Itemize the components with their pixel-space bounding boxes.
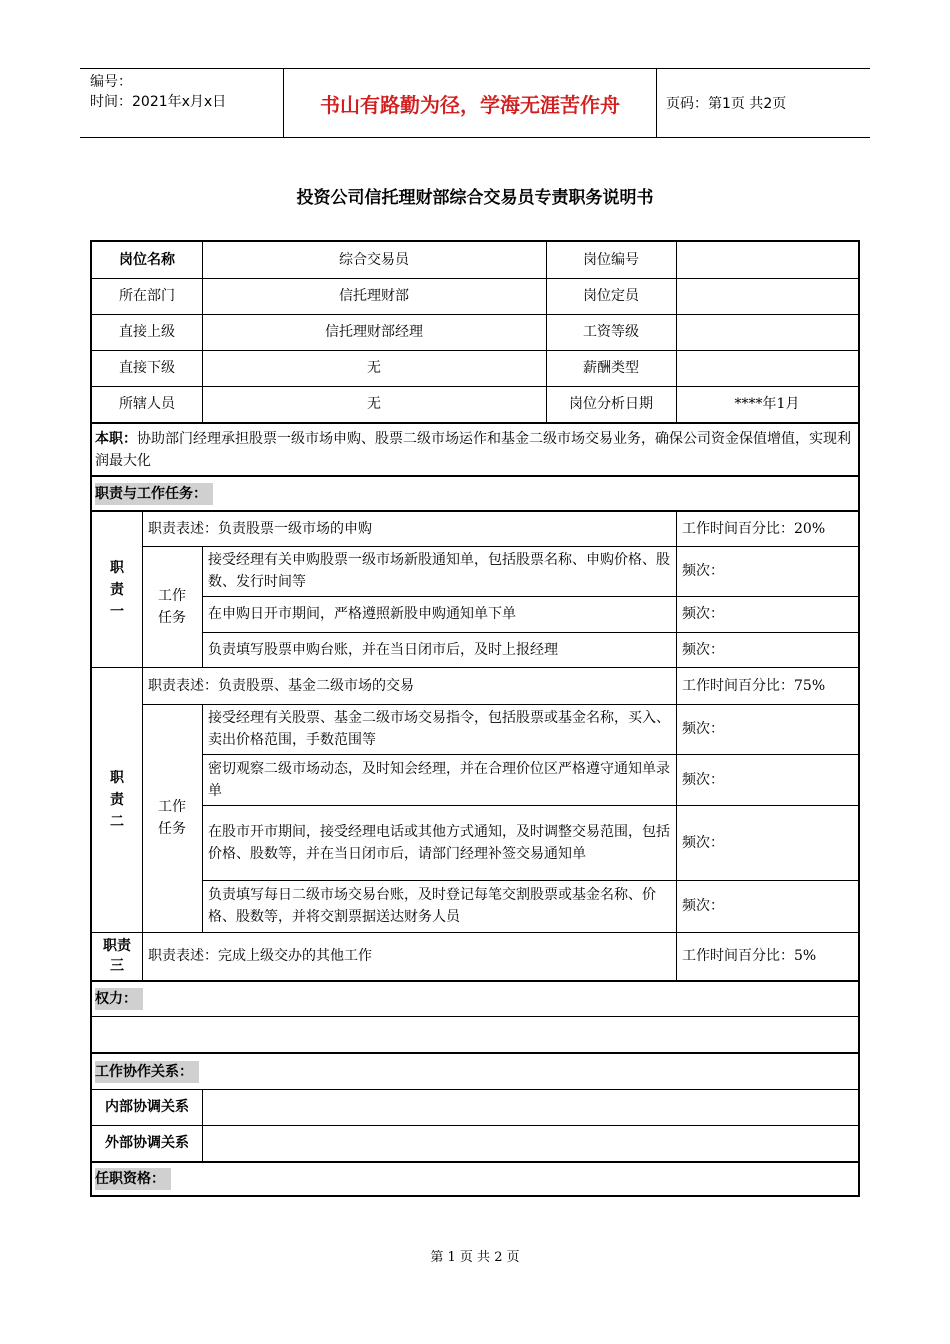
duty2-task-4-frequency: 频次： (682, 898, 724, 914)
duty1-name: 职责一 (110, 559, 124, 620)
duty2-task-2: 密切观察二级市场动态，及时知会经理，并在合理价位区严格遵守通知单录单 (208, 760, 670, 799)
cooperation-label: 工作协作关系： (95, 1061, 199, 1083)
label-headcount: 岗位定员 (583, 288, 639, 304)
label-managed-staff: 所辖人员 (119, 396, 175, 412)
label-position-name: 岗位名称 (119, 252, 175, 268)
value-analysis-date: ****年1月 (734, 396, 800, 412)
duty1-task-1: 接受经理有关申购股票一级市场新股通知单，包括股票名称、申购价格、股数、发行时间等 (208, 552, 670, 590)
value-managed-staff: 无 (367, 396, 381, 412)
duty3-time-percentage: 工作时间百分比：5% (682, 948, 817, 964)
external-coordination-value (202, 1125, 858, 1161)
motto: 书山有路勤为径，学海无涯苦作舟 (283, 69, 657, 137)
duty1-task-3: 负责填写股票申购台账，并在当日闭市后，及时上报经理 (208, 641, 558, 658)
label-department: 所在部门 (119, 288, 175, 304)
document-title: 投资公司信托理财部综合交易员专责职务说明书 (296, 188, 654, 208)
duty2-task-label: 工作任务 (158, 799, 186, 837)
label-salary-grade: 工资等级 (583, 324, 639, 340)
duty2-task-4: 负责填写每日二级市场交易台账，及时登记每笔交割股票或基金名称、价格、股数等，并将交割票据送达财务人员 (208, 887, 656, 925)
duty1-task-1-frequency: 频次： (682, 563, 724, 579)
main-duty-text: 协助部门经理承担股票一级市场申购、股票二级市场运作和基金二级市场交易业务，确保公司资金保值增值，实现利润最大化 (95, 430, 851, 469)
value-direct-subordinate: 无 (367, 360, 381, 376)
duty2-name: 职责二 (110, 769, 124, 830)
duty3-description: 职责表述：完成上级交办的其他工作 (148, 948, 372, 964)
header-meta (80, 69, 283, 137)
duties-heading (92, 477, 858, 510)
value-position-code (676, 242, 858, 278)
main-duty-block (92, 424, 858, 475)
value-direct-superior: 信托理财部经理 (325, 324, 423, 340)
duty1-task-2: 在申购日开市期间，严格遵照新股申购通知单下单 (208, 606, 516, 622)
duty2-task-1: 接受经理有关股票、基金二级市场交易指令，包括股票或基金名称，买入、卖出价格范围，手数范围等 (208, 710, 670, 748)
internal-coordination-value (202, 1089, 858, 1125)
date-label: 时间：2021年x月x日 (90, 94, 227, 110)
external-coordination-label: 外部协调关系 (105, 1135, 189, 1151)
duty1-task-label: 工作任务 (158, 587, 186, 626)
value-salary-grade (676, 314, 858, 350)
authority-label: 权力： (95, 988, 143, 1010)
duty1-description: 职责表述：负责股票一级市场的申购 (148, 521, 372, 537)
duty1-task-2-frequency: 频次： (682, 606, 724, 622)
duty1-task-3-frequency: 频次： (682, 641, 724, 658)
authority-heading (92, 982, 858, 1015)
label-direct-superior: 直接上级 (119, 324, 175, 340)
page-header (80, 68, 870, 138)
page-indicator: 页码：第1页 共2页 (666, 96, 787, 112)
label-pay-type: 薪酬类型 (583, 360, 639, 376)
label-analysis-date: 岗位分析日期 (569, 396, 653, 412)
value-headcount (676, 278, 858, 314)
authority-content (92, 1017, 858, 1052)
duty2-description: 职责表述：负责股票、基金二级市场的交易 (148, 677, 414, 694)
qualification-label: 任职资格： (95, 1168, 171, 1190)
value-pay-type (676, 350, 858, 386)
main-duty-label: 本职： (95, 430, 137, 447)
duty3-name: 职责三 (103, 938, 131, 974)
qualification-heading (92, 1163, 858, 1195)
duties-heading-label: 职责与工作任务： (95, 483, 213, 505)
value-position-name: 综合交易员 (339, 252, 409, 268)
value-department: 信托理财部 (339, 288, 409, 304)
number-label: 编号： (90, 74, 132, 90)
duty2-time-percentage: 工作时间百分比：75% (682, 677, 826, 694)
page-footer: 第 1 页 共 2 页 (430, 1250, 520, 1265)
label-position-code: 岗位编号 (583, 252, 639, 268)
job-description-table (90, 240, 860, 1197)
internal-coordination-label: 内部协调关系 (105, 1099, 189, 1115)
duty2-task-1-frequency: 频次： (682, 721, 724, 737)
duty2-task-3-frequency: 频次： (682, 834, 724, 851)
duty2-task-3: 在股市开市期间，接受经理电话或其他方式通知，及时调整交易范围，包括价格、股数等，并在当日闭市后，请部门经理补签交易通知单 (208, 823, 670, 862)
label-direct-subordinate: 直接下级 (119, 360, 175, 376)
duty1-time-percentage: 工作时间百分比：20% (682, 521, 826, 537)
cooperation-heading (92, 1054, 858, 1089)
duty2-task-2-frequency: 频次： (682, 771, 724, 788)
